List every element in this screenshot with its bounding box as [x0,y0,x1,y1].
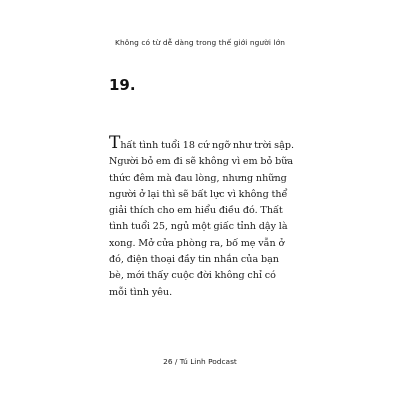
body-line [109,133,295,154]
body-line: mỗi tình yêu. [109,286,173,298]
body-line-text: hất tình tuổi 18 cứ ngỡ như trời sập. [120,140,295,151]
chapter-number: 19. [109,76,136,94]
body-line: giải thích cho em hiểu điều đó. Thất [109,205,283,217]
drop-cap: T [109,133,121,153]
page-footer: 26 / Tú Linh Podcast [163,357,237,366]
body-line: người ở lại thì sẽ bất lực vì không thể [109,188,288,200]
body-line: Người bỏ em đi sẽ không vì em bỏ bữa [109,156,294,168]
body-line: thức đêm mà đau lòng, nhưng những [109,172,287,184]
running-header: Không có từ dễ dàng trong thế giới người lớn [115,38,285,47]
body-line: đó, điện thoại đầy tin nhắn của bạn [109,254,279,266]
body-line: tình tuổi 25, ngủ một giấc tỉnh dậy là [109,221,288,233]
body-line: bè, mới thấy cuộc đời không chỉ có [109,270,276,282]
body-line: xong. Mở cửa phòng ra, bố mẹ vẫn ở [109,237,285,249]
body-paragraph [109,133,295,301]
